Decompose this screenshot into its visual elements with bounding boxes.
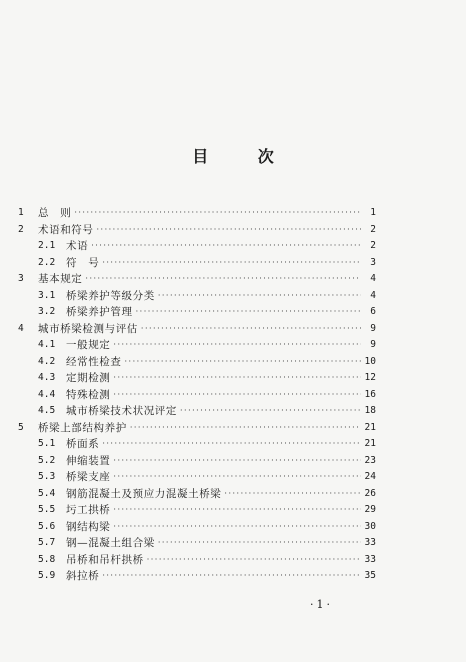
toc-leader-dots xyxy=(158,535,361,552)
toc-entry-title: 钢—混凝土组合梁 xyxy=(66,537,155,549)
toc-entry-page: 33 xyxy=(364,553,376,565)
toc-entry-page: 18 xyxy=(364,405,376,416)
toc-entry-number: 4.1 xyxy=(38,339,56,350)
toc-entry-page: 29 xyxy=(364,504,376,515)
toc-entry-page: 3 xyxy=(370,256,376,268)
toc-entry xyxy=(18,486,376,503)
table-of-contents xyxy=(18,205,376,585)
toc-entry-page: 4 xyxy=(370,273,376,284)
toc-leader-dots xyxy=(158,288,361,305)
toc-entry-title: 钢筋混凝土及预应力混凝土桥梁 xyxy=(66,487,222,500)
toc-entry xyxy=(18,453,376,470)
toc-entry-number: 4.2 xyxy=(38,355,56,367)
toc-entry-page: 21 xyxy=(364,421,376,433)
toc-entry-number: 4.3 xyxy=(38,372,56,383)
toc-leader-dots xyxy=(113,387,361,404)
toc-entry-title: 术语 xyxy=(66,240,89,252)
toc-entry xyxy=(18,288,376,305)
toc-entry-page: 24 xyxy=(364,471,376,482)
toc-entry-title: 桥梁养护管理 xyxy=(66,306,133,318)
toc-entry xyxy=(18,502,376,519)
toc-entry-page: 30 xyxy=(364,520,376,532)
toc-entry-number: 5.8 xyxy=(38,553,56,565)
page-number: ·1· xyxy=(310,598,333,611)
toc-entry xyxy=(18,519,376,536)
toc-leader-dots xyxy=(130,420,361,437)
toc-entry xyxy=(18,238,376,255)
toc-leader-dots xyxy=(113,502,361,519)
toc-leader-dots xyxy=(102,568,361,585)
toc-entry xyxy=(18,304,376,321)
toc-entry-number: 4.5 xyxy=(38,405,56,416)
toc-entry-number: 3 xyxy=(18,273,24,284)
toc-entry-title: 基本规定 xyxy=(38,273,83,285)
toc-entry-title: 城市桥梁技术状况评定 xyxy=(66,405,177,417)
toc-leader-dots xyxy=(113,469,361,486)
toc-leader-dots xyxy=(113,519,361,536)
toc-entry xyxy=(18,387,376,404)
toc-entry-title: 伸缩装置 xyxy=(66,454,111,467)
toc-entry xyxy=(18,205,376,222)
toc-entry-page: 9 xyxy=(370,322,376,334)
toc-entry-page: 12 xyxy=(364,372,376,383)
toc-entry-title: 吊桥和吊杆拱桥 xyxy=(66,553,144,566)
toc-entry-title: 桥面系 xyxy=(66,438,100,450)
toc-entry-page: 33 xyxy=(364,537,376,548)
toc-entry-page: 4 xyxy=(370,289,376,301)
toc-entry xyxy=(18,568,376,585)
toc-entry-title: 圬工拱桥 xyxy=(66,504,111,516)
toc-entry xyxy=(18,552,376,569)
toc-leader-dots xyxy=(224,486,361,503)
toc-entry-number: 2 xyxy=(18,223,24,235)
toc-entry-title: 桥梁支座 xyxy=(66,471,111,483)
toc-entry-number: 5.2 xyxy=(38,454,56,466)
toc-entry-title: 钢结构梁 xyxy=(66,520,111,533)
toc-entry-page: 21 xyxy=(364,438,376,449)
toc-entry-page: 2 xyxy=(370,223,376,235)
toc-leader-dots xyxy=(113,453,361,470)
toc-leader-dots xyxy=(180,403,361,420)
toc-leader-dots xyxy=(85,271,361,288)
toc-entry-number: 1 xyxy=(18,207,24,218)
toc-leader-dots xyxy=(91,238,361,255)
toc-entry-title: 桥梁养护等级分类 xyxy=(66,289,155,302)
toc-entry-title: 术语和符号 xyxy=(38,223,94,236)
toc-entry xyxy=(18,337,376,354)
toc-entry-number: 5 xyxy=(18,421,24,433)
toc-entry-number: 5.4 xyxy=(38,487,56,499)
toc-leader-dots xyxy=(147,552,361,569)
toc-leader-dots xyxy=(141,321,361,338)
toc-entry xyxy=(18,436,376,453)
toc-entry-number: 4.4 xyxy=(38,388,56,400)
toc-entry xyxy=(18,321,376,338)
toc-leader-dots xyxy=(102,255,361,272)
toc-entry xyxy=(18,222,376,239)
toc-entry-title: 经常性检查 xyxy=(66,355,122,368)
toc-entry-page: 16 xyxy=(364,388,376,400)
toc-entry-page: 23 xyxy=(364,454,376,466)
toc-entry-number: 5.7 xyxy=(38,537,56,548)
toc-entry-title: 定期检测 xyxy=(66,372,111,384)
toc-entry-number: 5.6 xyxy=(38,520,56,532)
toc-entry xyxy=(18,354,376,371)
toc-entry xyxy=(18,535,376,552)
toc-leader-dots xyxy=(74,205,361,222)
toc-entry-page: 35 xyxy=(364,570,376,581)
toc-entry xyxy=(18,370,376,387)
toc-entry-number: 5.3 xyxy=(38,471,56,482)
toc-leader-dots xyxy=(125,354,362,371)
toc-entry-number: 2.2 xyxy=(38,256,56,268)
toc-leader-dots xyxy=(97,222,362,239)
toc-entry-page: 26 xyxy=(364,487,376,499)
toc-entry-page: 1 xyxy=(370,207,376,218)
toc-entry-number: 5.9 xyxy=(38,570,56,581)
toc-leader-dots xyxy=(102,436,361,453)
toc-entry-page: 2 xyxy=(370,240,376,251)
toc-entry-title: 城市桥梁检测与评估 xyxy=(38,322,138,335)
toc-entry-title: 一般规定 xyxy=(66,339,111,351)
toc-entry xyxy=(18,271,376,288)
toc-entry xyxy=(18,420,376,437)
toc-entry-title: 桥梁上部结构养护 xyxy=(38,421,127,434)
toc-entry-number: 5.5 xyxy=(38,504,56,515)
toc-entry xyxy=(18,469,376,486)
toc-entry-number: 3.2 xyxy=(38,306,56,317)
page-title: 目 次 xyxy=(192,147,296,166)
toc-leader-dots xyxy=(113,370,361,387)
toc-entry-title: 符 号 xyxy=(66,256,100,269)
toc-entry xyxy=(18,403,376,420)
toc-entry-page: 10 xyxy=(364,355,376,367)
toc-entry-number: 3.1 xyxy=(38,289,56,301)
toc-entry-number: 2.1 xyxy=(38,240,56,251)
toc-leader-dots xyxy=(136,304,361,321)
toc-leader-dots xyxy=(113,337,361,354)
toc-entry-page: 6 xyxy=(370,306,376,317)
toc-entry-title: 斜拉桥 xyxy=(66,570,100,582)
toc-entry-title: 总 则 xyxy=(38,207,72,219)
toc-entry-number: 4 xyxy=(18,322,24,334)
toc-entry-title: 特殊检测 xyxy=(66,388,111,401)
toc-entry-number: 5.1 xyxy=(38,438,56,449)
toc-entry-page: 9 xyxy=(370,339,376,350)
toc-entry xyxy=(18,255,376,272)
